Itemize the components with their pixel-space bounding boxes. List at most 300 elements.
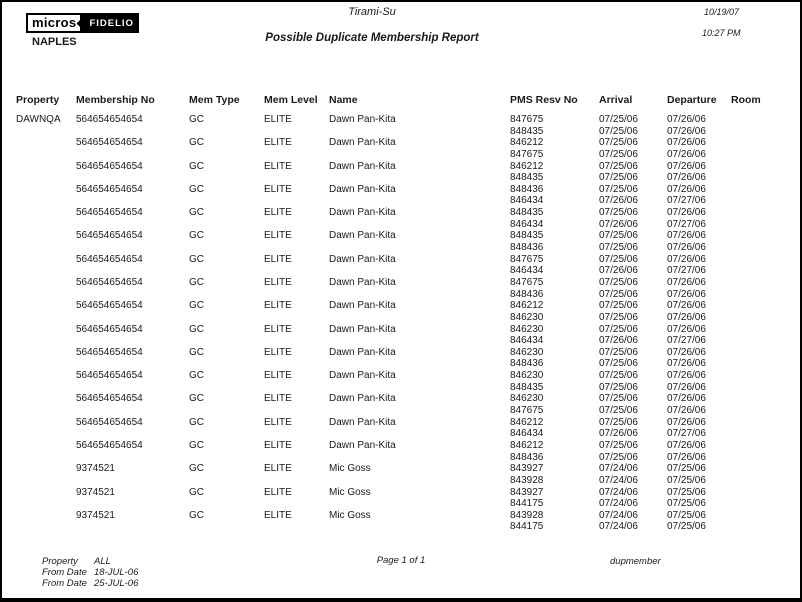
cell-arrival: 07/25/06 [599,125,638,137]
cell-mem_type: GC [189,323,204,335]
cell-arrival: 07/25/06 [599,137,638,149]
cell-mem_level: ELITE [264,463,292,475]
column-header-room: Room [731,94,761,106]
column-header-pms_resv_no: PMS Resv No [510,94,578,106]
cell-mem_level [264,358,329,370]
cell-pms_resv_no: 846212 [510,137,544,149]
table-row [16,126,791,138]
cell-room [731,324,791,336]
table-row [16,487,791,499]
table-row [16,312,791,324]
cell-mem_type: GC [189,207,204,219]
cell-property [16,277,76,289]
cell-departure: 07/26/06 [667,242,706,254]
cell-arrival: 07/26/06 [599,265,638,277]
cell-mem_type [189,521,264,533]
cell-mem_type: GC [189,486,204,498]
cell-departure: 07/26/06 [667,439,706,451]
cell-membership_no: 9374521 [76,463,115,475]
cell-arrival: 07/24/06 [599,486,638,498]
cell-membership_no [76,289,189,301]
cell-room [731,289,791,301]
cell-mem_type [189,126,264,138]
cell-room [731,312,791,324]
cell-mem_type: GC [189,439,204,451]
cell-departure: 07/26/06 [667,288,706,300]
cell-mem_level [264,312,329,324]
cell-arrival: 07/24/06 [599,509,638,521]
cell-pms_resv_no: 848436 [510,242,544,254]
cell-property [16,312,76,324]
column-header-mem_level: Mem Level [264,94,318,106]
report-id: dupmember [610,556,661,567]
fidelio-logo-text: FIDELIO [81,13,138,33]
cell-property [16,219,76,231]
cell-mem_type: GC [189,346,204,358]
cell-membership_no: 9374521 [76,486,115,498]
cell-pms_resv_no: 847675 [510,276,544,288]
cell-name: Dawn Pan-Kita [329,230,396,242]
cell-pms_resv_no: 846434 [510,218,544,230]
cell-room [731,254,791,266]
cell-mem_level [264,265,329,277]
cell-property [16,347,76,359]
cell-name: Dawn Pan-Kita [329,276,396,288]
cell-pms_resv_no: 848436 [510,288,544,300]
cell-departure: 07/26/06 [667,253,706,265]
cell-departure: 07/26/06 [667,416,706,428]
cell-membership_no: 564654654654 [76,300,143,312]
cell-mem_level [264,289,329,301]
cell-room [731,137,791,149]
cell-name [329,452,510,464]
cell-mem_type: GC [189,183,204,195]
cell-arrival: 07/25/06 [599,242,638,254]
cell-departure: 07/25/06 [667,509,706,521]
cell-membership_no: 564654654654 [76,416,143,428]
cell-property [16,382,76,394]
property-title: Tirami-Su [348,6,396,18]
cell-departure: 07/26/06 [667,346,706,358]
cell-pms_resv_no: 843927 [510,486,544,498]
cell-property [16,510,76,522]
cell-mem_type [189,335,264,347]
cell-pms_resv_no: 846230 [510,393,544,405]
hotel-name: NAPLES [32,36,77,48]
cell-name: Dawn Pan-Kita [329,393,396,405]
table-row [16,254,791,266]
cell-name: Mic Goss [329,486,371,498]
cell-name [329,428,510,440]
cell-arrival: 07/25/06 [599,405,638,417]
cell-membership_no [76,172,189,184]
cell-arrival: 07/25/06 [599,323,638,335]
cell-mem_level: ELITE [264,160,292,172]
table-row [16,324,791,336]
cell-membership_no: 564654654654 [76,346,143,358]
print-time: 10:27 PM [702,28,741,38]
cell-arrival: 07/24/06 [599,498,638,510]
cell-mem_level: ELITE [264,370,292,382]
cell-departure: 07/27/06 [667,428,706,440]
micros-logo-text: micros [26,13,82,33]
table-row [16,335,791,347]
cell-name [329,335,510,347]
cell-arrival: 07/25/06 [599,172,638,184]
cell-membership_no: 564654654654 [76,276,143,288]
cell-mem_level [264,195,329,207]
cell-mem_level: ELITE [264,323,292,335]
cell-departure: 07/26/06 [667,311,706,323]
cell-mem_level: ELITE [264,393,292,405]
cell-arrival: 07/25/06 [599,207,638,219]
cell-mem_level: ELITE [264,300,292,312]
cell-mem_level: ELITE [264,509,292,521]
cell-arrival: 07/26/06 [599,218,638,230]
cell-mem_level [264,242,329,254]
table-row [16,370,791,382]
cell-arrival: 07/25/06 [599,288,638,300]
table-row [16,219,791,231]
cell-mem_level [264,475,329,487]
cell-arrival: 07/25/06 [599,253,638,265]
cell-arrival: 07/25/06 [599,393,638,405]
cell-room [731,219,791,231]
cell-departure: 07/26/06 [667,300,706,312]
cell-name [329,521,510,533]
table-row [16,358,791,370]
cell-membership_no: 564654654654 [76,183,143,195]
cell-mem_level [264,521,329,533]
cell-name [329,126,510,138]
cell-membership_no [76,358,189,370]
cell-membership_no [76,126,189,138]
cell-mem_level [264,452,329,464]
cell-mem_type [189,405,264,417]
cell-name [329,289,510,301]
cell-room [731,172,791,184]
cell-arrival: 07/25/06 [599,300,638,312]
cell-room [731,498,791,510]
cell-pms_resv_no: 846434 [510,428,544,440]
cell-property [16,452,76,464]
page-number: Page 1 of 1 [376,555,426,566]
cell-name [329,242,510,254]
cell-name [329,172,510,184]
cell-membership_no: 564654654654 [76,323,143,335]
cell-room [731,242,791,254]
cell-pms_resv_no: 848435 [510,172,544,184]
cell-pms_resv_no: 846230 [510,346,544,358]
cell-arrival: 07/25/06 [599,381,638,393]
cell-property [16,475,76,487]
cell-name [329,358,510,370]
cell-pms_resv_no: 847675 [510,114,544,125]
cell-mem_type: GC [189,393,204,405]
cell-arrival: 07/24/06 [599,521,638,533]
cell-name [329,312,510,324]
cell-pms_resv_no: 843928 [510,509,544,521]
cell-property [16,487,76,499]
cell-pms_resv_no: 848435 [510,230,544,242]
cell-mem_type [189,428,264,440]
cell-pms_resv_no: 846212 [510,439,544,451]
cell-room [731,300,791,312]
table-row [16,382,791,394]
cell-departure: 07/25/06 [667,521,706,533]
cell-mem_level: ELITE [264,230,292,242]
criteria-to-date-label: From Date [42,578,87,589]
cell-pms_resv_no: 843928 [510,474,544,486]
table-row [16,405,791,417]
cell-mem_level: ELITE [264,439,292,451]
cell-mem_type [189,358,264,370]
cell-mem_type [189,475,264,487]
cell-membership_no: 564654654654 [76,137,143,149]
cell-property [16,161,76,173]
cell-departure: 07/26/06 [667,137,706,149]
cell-departure: 07/27/06 [667,335,706,347]
cell-departure: 07/25/06 [667,474,706,486]
cell-mem_level [264,382,329,394]
cell-arrival: 07/24/06 [599,463,638,475]
cell-room [731,393,791,405]
cell-departure: 07/26/06 [667,276,706,288]
cell-membership_no [76,428,189,440]
cell-mem_type [189,289,264,301]
cell-mem_type: GC [189,370,204,382]
table-row [16,161,791,173]
cell-room [731,487,791,499]
cell-departure: 07/26/06 [667,172,706,184]
column-header-mem_type: Mem Type [189,94,240,106]
cell-membership_no [76,405,189,417]
cell-property [16,428,76,440]
cell-property [16,463,76,475]
table-header-row [16,94,791,106]
cell-name [329,498,510,510]
cell-membership_no [76,219,189,231]
cell-departure: 07/26/06 [667,381,706,393]
cell-name: Dawn Pan-Kita [329,370,396,382]
cell-membership_no: 564654654654 [76,160,143,172]
cell-arrival: 07/26/06 [599,428,638,440]
cell-arrival: 07/25/06 [599,439,638,451]
cell-room [731,440,791,452]
cell-mem_type: GC [189,416,204,428]
cell-pms_resv_no: 846434 [510,335,544,347]
cell-mem_type [189,498,264,510]
cell-mem_type [189,265,264,277]
cell-membership_no [76,265,189,277]
cell-pms_resv_no: 843927 [510,463,544,475]
cell-property [16,393,76,405]
table-row [16,149,791,161]
cell-membership_no [76,335,189,347]
cell-name [329,219,510,231]
cell-mem_type [189,312,264,324]
cell-name: Dawn Pan-Kita [329,183,396,195]
cell-property: DAWNQA [16,114,61,125]
cell-mem_type: GC [189,114,204,125]
cell-name [329,265,510,277]
cell-mem_level [264,126,329,138]
cell-mem_level [264,335,329,347]
cell-room [731,463,791,475]
table-row [16,440,791,452]
cell-mem_level [264,172,329,184]
cell-pms_resv_no: 848436 [510,451,544,463]
table-row [16,452,791,464]
cell-arrival: 07/26/06 [599,335,638,347]
column-header-departure: Departure [667,94,717,106]
cell-room [731,452,791,464]
cell-property [16,195,76,207]
cell-room [731,405,791,417]
table-row [16,242,791,254]
cell-membership_no: 564654654654 [76,370,143,382]
cell-room [731,184,791,196]
table-row [16,417,791,429]
cell-property [16,289,76,301]
cell-mem_level [264,219,329,231]
cell-departure: 07/26/06 [667,393,706,405]
cell-room [731,149,791,161]
table-row [16,289,791,301]
cell-room [731,347,791,359]
cell-departure: 07/25/06 [667,486,706,498]
table-row [16,393,791,405]
cell-name [329,475,510,487]
table-row [16,277,791,289]
cell-arrival: 07/25/06 [599,451,638,463]
cell-mem_type: GC [189,300,204,312]
cell-pms_resv_no: 844175 [510,521,544,533]
cell-property [16,300,76,312]
cell-mem_level [264,428,329,440]
cell-room [731,335,791,347]
cell-name [329,405,510,417]
cell-membership_no [76,195,189,207]
cell-name [329,195,510,207]
cell-membership_no: 9374521 [76,509,115,521]
cell-name: Mic Goss [329,463,371,475]
cell-departure: 07/27/06 [667,218,706,230]
cell-mem_level [264,498,329,510]
cell-arrival: 07/25/06 [599,160,638,172]
cell-departure: 07/26/06 [667,370,706,382]
cell-mem_type: GC [189,463,204,475]
cell-mem_level: ELITE [264,207,292,219]
cell-room [731,428,791,440]
table-row [16,347,791,359]
cell-mem_type [189,382,264,394]
cell-mem_level: ELITE [264,346,292,358]
cell-departure: 07/25/06 [667,463,706,475]
table-row [16,184,791,196]
cell-property [16,230,76,242]
cell-pms_resv_no: 848435 [510,207,544,219]
table-row [16,475,791,487]
cell-pms_resv_no: 848435 [510,381,544,393]
cell-mem_type: GC [189,160,204,172]
criteria-property-value: ALL [94,556,111,567]
cell-membership_no [76,312,189,324]
cell-property [16,498,76,510]
cell-departure: 07/26/06 [667,125,706,137]
cell-pms_resv_no: 847675 [510,148,544,160]
cell-arrival: 07/25/06 [599,311,638,323]
cell-membership_no: 564654654654 [76,114,143,125]
cell-name: Dawn Pan-Kita [329,300,396,312]
table-row [16,230,791,242]
cell-mem_level: ELITE [264,183,292,195]
cell-departure: 07/25/06 [667,498,706,510]
cell-mem_level: ELITE [264,253,292,265]
table-row [16,521,791,533]
cell-property [16,324,76,336]
cell-mem_type: GC [189,230,204,242]
cell-property [16,405,76,417]
cell-pms_resv_no: 846230 [510,323,544,335]
criteria-to-date-value: 25-JUL-06 [94,578,139,589]
cell-membership_no: 564654654654 [76,253,143,265]
cell-name: Dawn Pan-Kita [329,114,396,125]
cell-name: Dawn Pan-Kita [329,137,396,149]
cell-arrival: 07/25/06 [599,230,638,242]
table-row [16,498,791,510]
cell-departure: 07/26/06 [667,405,706,417]
cell-pms_resv_no: 844175 [510,498,544,510]
cell-pms_resv_no: 846434 [510,265,544,277]
cell-membership_no [76,498,189,510]
cell-pms_resv_no: 846230 [510,370,544,382]
cell-arrival: 07/25/06 [599,276,638,288]
table-row [16,207,791,219]
table-row [16,510,791,522]
cell-membership_no [76,521,189,533]
cell-pms_resv_no: 846434 [510,195,544,207]
cell-departure: 07/26/06 [667,207,706,219]
cell-room [731,370,791,382]
cell-property [16,370,76,382]
page-title: Possible Duplicate Membership Report [265,32,479,44]
cell-mem_type [189,172,264,184]
column-header-name: Name [329,94,358,106]
cell-property [16,184,76,196]
cell-mem_type [189,219,264,231]
cell-property [16,417,76,429]
criteria-from-date-line [42,567,138,578]
cell-membership_no: 564654654654 [76,439,143,451]
cell-name: Dawn Pan-Kita [329,253,396,265]
cell-property [16,149,76,161]
cell-pms_resv_no: 848435 [510,125,544,137]
cell-mem_level: ELITE [264,114,292,125]
table-row [16,137,791,149]
cell-room [731,521,791,533]
cell-membership_no [76,149,189,161]
cell-room [731,207,791,219]
cell-mem_type [189,195,264,207]
cell-room [731,265,791,277]
cell-arrival: 07/26/06 [599,195,638,207]
cell-name: Dawn Pan-Kita [329,207,396,219]
criteria-property-label: Property [42,556,78,567]
cell-property [16,254,76,266]
cell-name: Dawn Pan-Kita [329,160,396,172]
cell-pms_resv_no: 846230 [510,311,544,323]
